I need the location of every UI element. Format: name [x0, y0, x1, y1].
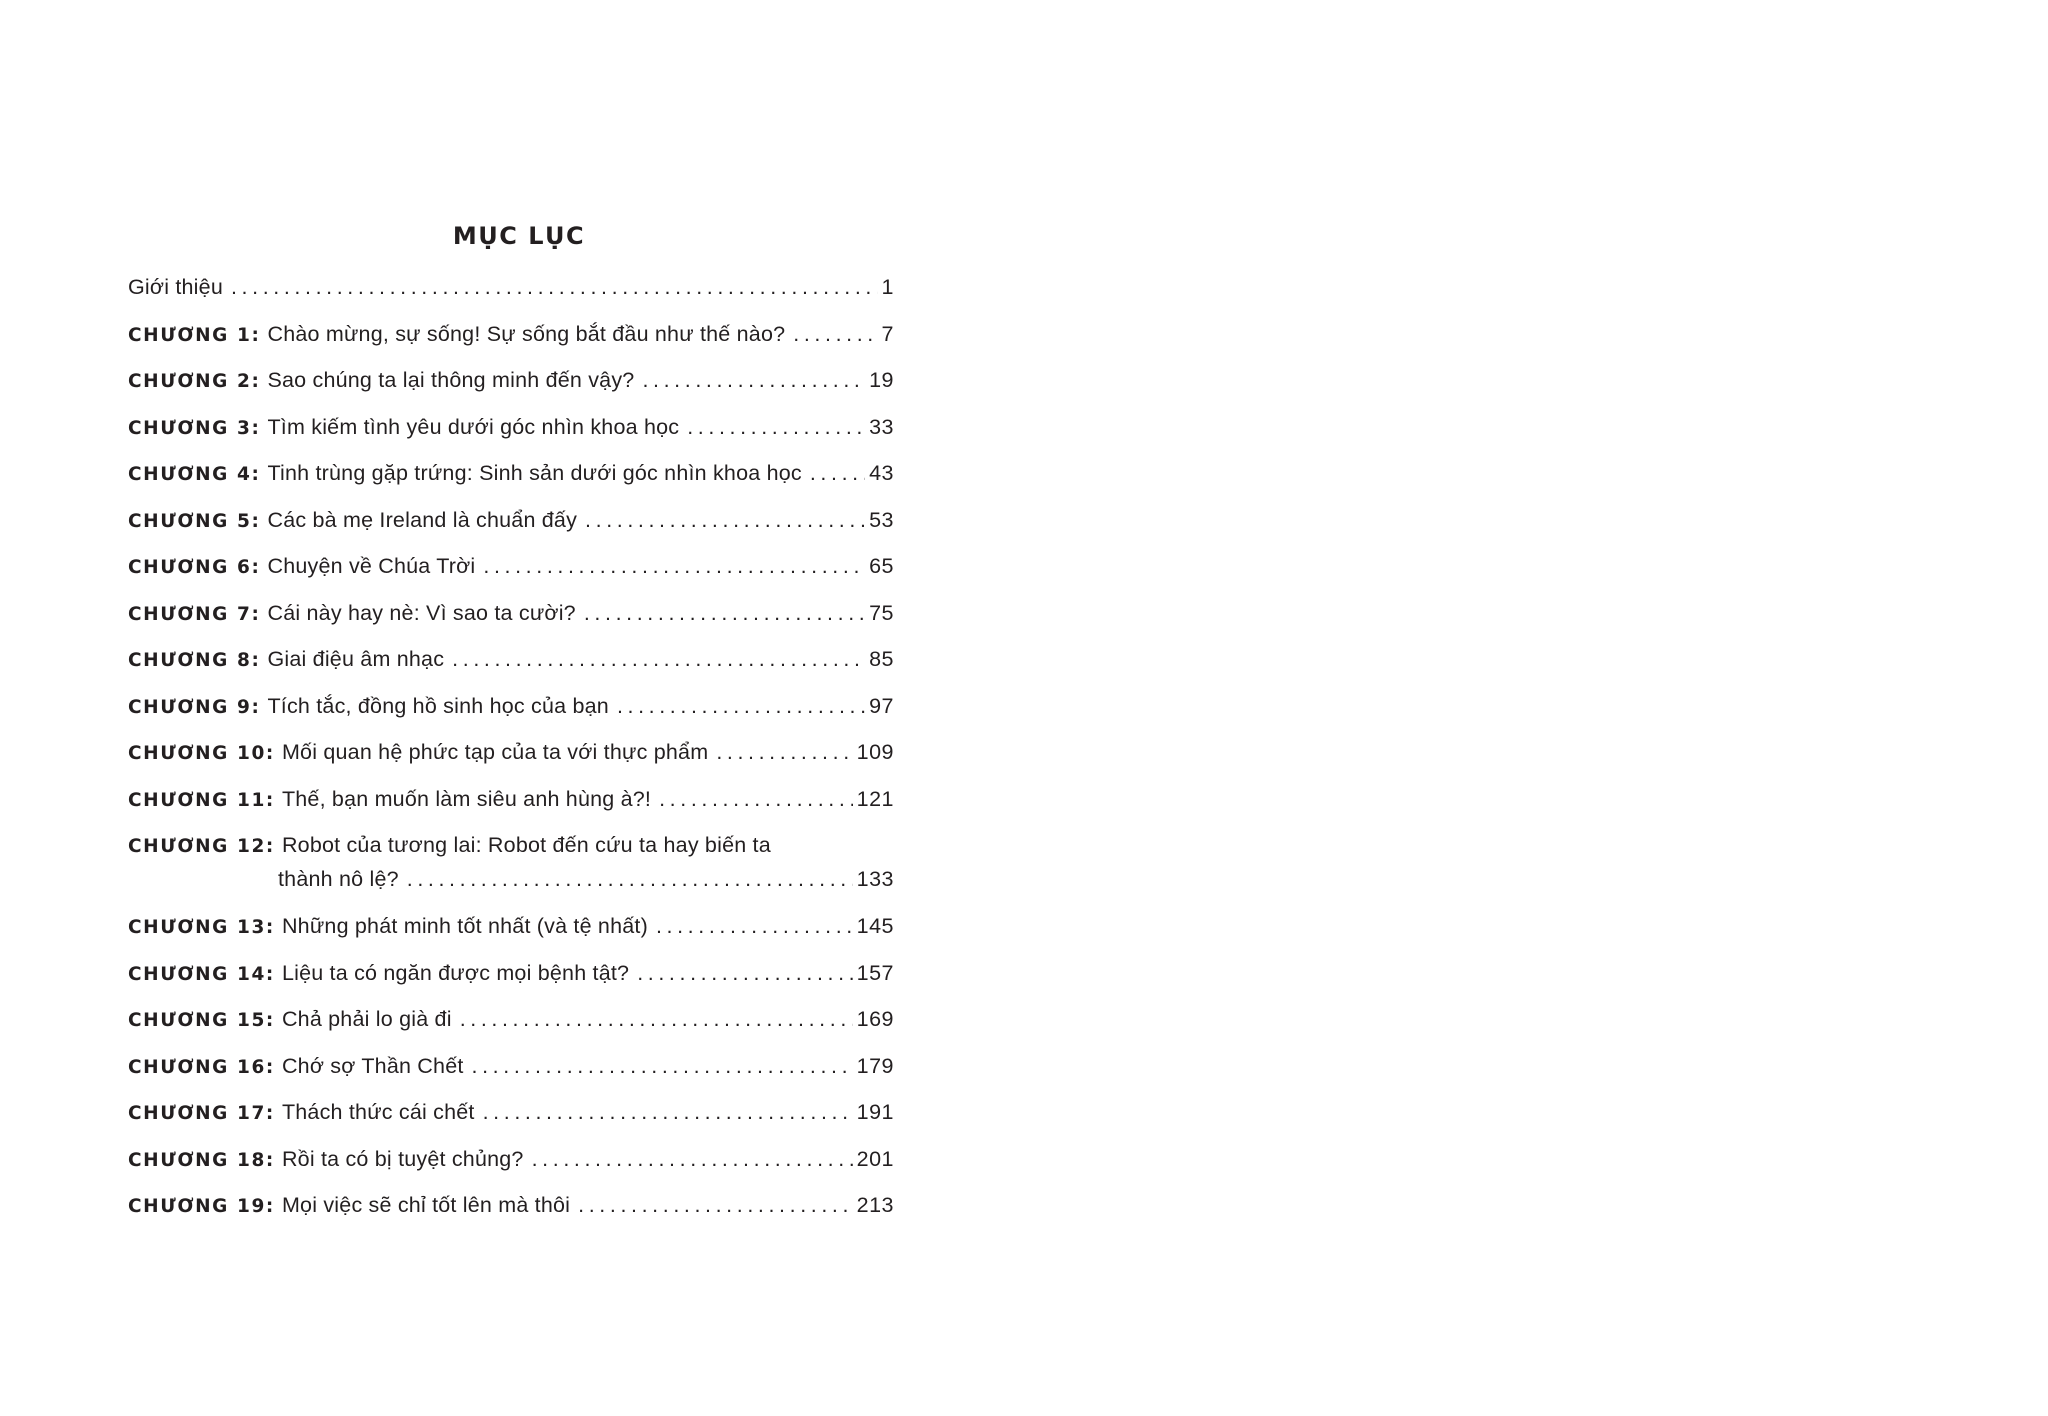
entry-title: Giới thiệu: [128, 275, 223, 299]
page-number: 213: [856, 1193, 894, 1217]
toc-entry-chapter-6: [128, 551, 894, 598]
toc-entry-chapter-19: [128, 1190, 894, 1237]
entry-title: Tích tắc, đồng hồ sinh học của bạn: [267, 693, 609, 718]
entry-title: Tìm kiếm tình yêu dưới góc nhìn khoa học: [267, 414, 680, 439]
entry-title: Mọi việc sẽ chỉ tốt lên mà thôi: [281, 1193, 571, 1217]
page-number: 43: [869, 461, 894, 485]
dot-leader: [483, 551, 865, 581]
page-number: 97: [869, 693, 894, 718]
dot-leader: [231, 272, 878, 302]
entry-title: Chuyện về Chúa Trời: [267, 554, 476, 578]
entry-title: Chả phải lo già đi: [281, 1007, 452, 1031]
chapter-label: CHƯƠNG 12:: [128, 836, 275, 857]
entry-title: Liệu ta có ngăn được mọi bệnh tật?: [281, 960, 630, 985]
entry-title: Tinh trùng gặp trứng: Sinh sản dưới góc nhìn khoa học: [267, 461, 802, 485]
chapter-label: CHƯƠNG 11:: [128, 789, 275, 811]
dot-leader: [407, 864, 853, 894]
entry-title: Rồi ta có bị tuyệt chủng?: [281, 1146, 524, 1171]
toc-heading: MỤC LỤC: [452, 222, 586, 250]
page-number: 179: [856, 1053, 894, 1078]
entry-title: Sao chúng ta lại thông minh đến vậy?: [267, 368, 635, 392]
dot-leader: [793, 319, 877, 349]
page-number: 53: [869, 507, 894, 532]
toc-entry-chapter-3: [128, 412, 894, 459]
dot-leader: [617, 691, 865, 721]
page-number: 85: [869, 647, 894, 671]
toc-entry-chapter-5: [128, 505, 894, 552]
toc-entry-chapter-2: [128, 365, 894, 412]
toc-entry-intro: [128, 272, 894, 319]
chapter-label: CHƯƠNG 15:: [128, 1010, 275, 1031]
toc-entry-chapter-1: [128, 319, 894, 366]
toc-entry-chapter-9: [128, 691, 894, 738]
chapter-label: CHƯƠNG 4:: [128, 464, 261, 485]
entry-title: Thách thức cái chết: [281, 1100, 475, 1124]
page-number: 33: [869, 414, 894, 439]
chapter-label: CHƯƠNG 17:: [128, 1103, 275, 1124]
toc-entry-chapter-15: [128, 1004, 894, 1051]
page-number: 169: [856, 1007, 894, 1031]
entry-title: Robot của tương lai: Robot đến cứu ta hay biến ta: [281, 833, 771, 857]
dot-leader: [472, 1051, 853, 1081]
dot-leader: [642, 365, 865, 395]
page-number: 191: [856, 1100, 894, 1124]
entry-title: Mối quan hệ phức tạp của ta với thực phẩm: [281, 740, 709, 764]
toc-entry-chapter-10: [128, 737, 894, 784]
toc-entry-chapter-16: [128, 1051, 894, 1098]
dot-leader: [810, 458, 865, 488]
entry-title: Các bà mẹ Ireland là chuẩn đấy: [267, 507, 578, 532]
toc-entry-chapter-4: [128, 458, 894, 505]
chapter-label: CHƯƠNG 5:: [128, 510, 261, 532]
toc-entry-chapter-7: [128, 598, 894, 645]
dot-leader: [687, 412, 865, 442]
chapter-label: CHƯƠNG 7:: [128, 603, 261, 625]
chapter-label: CHƯƠNG 16:: [128, 1056, 275, 1078]
chapter-label: CHƯƠNG 18:: [128, 1149, 275, 1171]
toc-entry-chapter-11: [128, 784, 894, 831]
entry-title: Những phát minh tốt nhất (và tệ nhất): [281, 914, 648, 938]
chapter-label: CHƯƠNG 9:: [128, 696, 261, 718]
dot-leader: [656, 911, 853, 941]
entry-title: Giai điệu âm nhạc: [267, 647, 445, 671]
toc-entry-chapter-8: [128, 644, 894, 691]
dot-leader: [460, 1004, 853, 1034]
dot-leader: [532, 1144, 853, 1174]
entry-title: Cái này hay nè: Vì sao ta cười?: [267, 600, 576, 625]
chapter-label: CHƯƠNG 13:: [128, 917, 275, 938]
page-number: 7: [881, 321, 894, 346]
page-number: 145: [856, 914, 894, 938]
dot-leader: [578, 1190, 852, 1220]
page-number: 65: [869, 554, 894, 578]
chapter-label: CHƯƠNG 14:: [128, 963, 275, 985]
entry-title-continued: thành nô lệ?: [278, 867, 399, 891]
chapter-label: CHƯƠNG 3:: [128, 417, 261, 439]
entry-title: Chào mừng, sự sống! Sự sống bắt đầu như thế nào?: [267, 321, 786, 346]
dot-leader: [584, 598, 865, 628]
toc-entry-chapter-18: [128, 1144, 894, 1191]
page-number: 19: [869, 368, 894, 392]
chapter-label: CHƯƠNG 19:: [128, 1196, 275, 1217]
dot-leader: [716, 737, 852, 767]
page-number: 75: [869, 600, 894, 625]
toc-list: [128, 272, 894, 1237]
page-number: 157: [856, 960, 894, 985]
toc-entry-chapter-13: [128, 911, 894, 958]
page-number: 109: [856, 740, 894, 764]
dot-leader: [452, 644, 865, 674]
chapter-label: CHƯƠNG 10:: [128, 743, 275, 764]
page-number: 1: [881, 275, 894, 299]
toc-entry-chapter-17: [128, 1097, 894, 1144]
dot-leader: [637, 958, 852, 988]
toc-entry-chapter-14: [128, 958, 894, 1005]
chapter-label: CHƯƠNG 1:: [128, 324, 261, 346]
dot-leader: [585, 505, 865, 535]
page-number: 133: [856, 867, 894, 891]
page-number: 201: [856, 1146, 894, 1171]
entry-title: Thế, bạn muốn làm siêu anh hùng à?!: [281, 786, 652, 811]
page-number: 121: [856, 786, 894, 811]
entry-title: Chớ sợ Thần Chết: [281, 1053, 464, 1078]
chapter-label: CHƯƠNG 8:: [128, 650, 261, 671]
dot-leader: [483, 1097, 853, 1127]
chapter-label: CHƯƠNG 2:: [128, 371, 261, 392]
toc-entry-chapter-12: [128, 830, 894, 911]
dot-leader: [659, 784, 853, 814]
chapter-label: CHƯƠNG 6:: [128, 557, 261, 578]
